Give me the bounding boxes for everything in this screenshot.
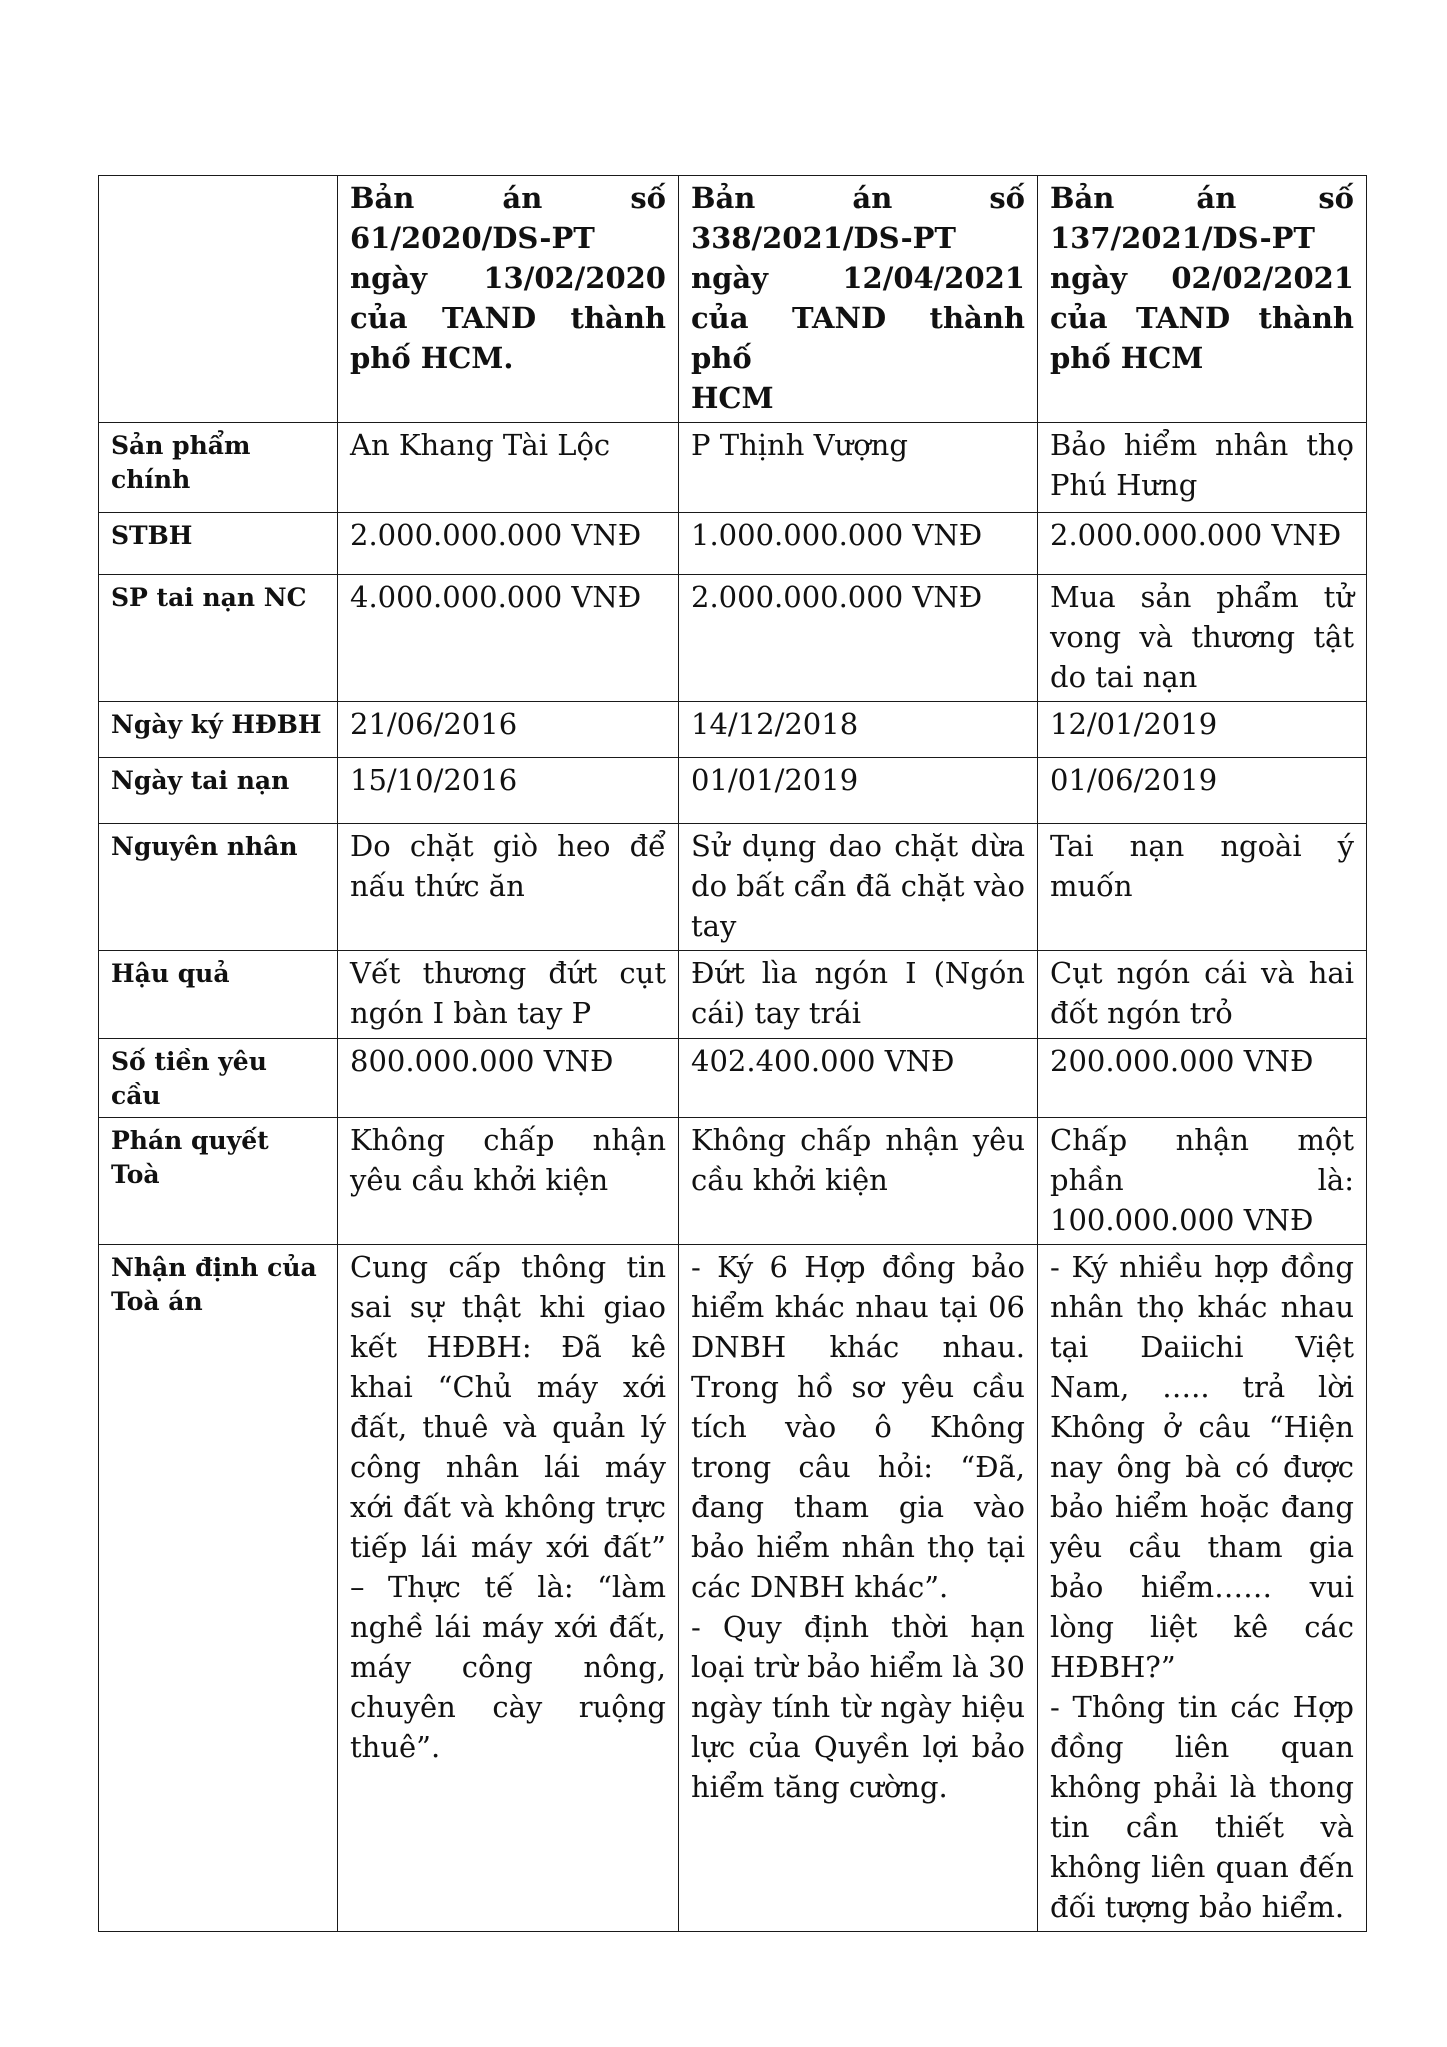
cell-so-tien-2: 402.400.000 VNĐ xyxy=(679,1039,1038,1118)
paragraph: - Thông tin các Hợp đồng liên quan không phải là thong tin cần thiết và không liên quan đến đối tượng bảo hiểm. xyxy=(1050,1690,1354,1924)
table-row xyxy=(99,1039,1367,1118)
table-row xyxy=(99,702,1367,758)
cell-hau-qua-3: Cụt ngón cái và hai đốt ngón trỏ xyxy=(1038,951,1367,1039)
table-row xyxy=(99,1118,1367,1245)
cell-stbh-1: 2.000.000.000 VNĐ xyxy=(338,513,679,575)
header-cell-case-3: Bản án số 137/2021/DS-PT ngày 02/02/2021 của TAND thành phố HCM xyxy=(1038,176,1367,423)
table-row xyxy=(99,758,1367,824)
cell-phan-quyet-2: Không chấp nhận yêu cầu khởi kiện xyxy=(679,1118,1038,1245)
table-row xyxy=(99,824,1367,951)
header-row xyxy=(99,176,1367,423)
cell-ngay-ky-2: 14/12/2018 xyxy=(679,702,1038,758)
cell-stbh-2: 1.000.000.000 VNĐ xyxy=(679,513,1038,575)
paragraph: - Quy định thời hạn loại trừ bảo hiểm là 30 ngày tính từ ngày hiệu lực của Quyền lợi bảo hiểm tăng cường. xyxy=(691,1610,1025,1804)
row-label-phan-quyet: Phán quyết Toà xyxy=(99,1118,338,1245)
cell-phan-quyet-1: Không chấp nhận yêu cầu khởi kiện xyxy=(338,1118,679,1245)
cell-hau-qua-2: Đứt lìa ngón I (Ngón cái) tay trái xyxy=(679,951,1038,1039)
row-label-nhan-dinh: Nhận định của Toà án xyxy=(99,1245,338,1932)
cell-nguyen-nhan-3: Tai nạn ngoài ý muốn xyxy=(1038,824,1367,951)
cell-nhan-dinh-1: Cung cấp thông tin sai sự thật khi giao kết HĐBH: Đã kê khai “Chủ máy xới đất, thuê và quản lý công nhân lái máy xới đất và không trực tiếp lái máy xới đất” – Thực tế là: “làm nghề lái máy xới đất, máy công nông, chuyên cày ruộng thuê”. xyxy=(338,1245,679,1932)
table-row xyxy=(99,1245,1367,1932)
header-cell-case-2: Bản án số 338/2021/DS-PT ngày 12/04/2021 của TAND thành phố HCM xyxy=(679,176,1038,423)
row-label-san-pham-chinh: Sản phẩm chính xyxy=(99,423,338,513)
cell-nhan-dinh-3 xyxy=(1038,1245,1367,1932)
paragraph: - Ký 6 Hợp đồng bảo hiểm khác nhau tại 06 DNBH khác nhau. Trong hồ sơ yêu cầu tích vào ô Không trong câu hỏi: “Đã, đang tham gia vào bảo hiểm nhân thọ tại các DNBH khác”. xyxy=(691,1250,1025,1604)
table-row xyxy=(99,575,1367,702)
row-label-stbh: STBH xyxy=(99,513,338,575)
cell-ngay-ky-3: 12/01/2019 xyxy=(1038,702,1367,758)
cell-ngay-tai-nan-3: 01/06/2019 xyxy=(1038,758,1367,824)
cell-ngay-tai-nan-2: 01/01/2019 xyxy=(679,758,1038,824)
table-row xyxy=(99,951,1367,1039)
paragraph: - Ký nhiều hợp đồng nhân thọ khác nhau tại Daiichi Việt Nam, ….. trả lời Không ở câu “Hiện nay ông bà có được bảo hiểm hoặc đang yêu cầu tham gia bảo hiểm…… vui lòng liệt kê các HĐBH?” xyxy=(1050,1250,1354,1684)
row-label-ngay-ky: Ngày ký HĐBH xyxy=(99,702,338,758)
cell-san-pham-chinh-2: P Thịnh Vượng xyxy=(679,423,1038,513)
cell-stbh-3: 2.000.000.000 VNĐ xyxy=(1038,513,1367,575)
table-row xyxy=(99,513,1367,575)
row-label-so-tien: Số tiền yêu cầu xyxy=(99,1039,338,1118)
cell-hau-qua-1: Vết thương đứt cụt ngón I bàn tay P xyxy=(338,951,679,1039)
cell-nguyen-nhan-2: Sử dụng dao chặt dừa do bất cẩn đã chặt vào tay xyxy=(679,824,1038,951)
header-corner-cell xyxy=(99,176,338,423)
header-cell-case-1: Bản án số 61/2020/DS-PT ngày 13/02/2020 của TAND thành phố HCM. xyxy=(338,176,679,423)
table-row xyxy=(99,423,1367,513)
cell-phan-quyet-3: Chấp nhận một phần là: 100.000.000 VNĐ xyxy=(1038,1118,1367,1245)
row-label-hau-qua: Hậu quả xyxy=(99,951,338,1039)
cell-san-pham-chinh-1: An Khang Tài Lộc xyxy=(338,423,679,513)
comparison-table xyxy=(98,175,1367,1932)
cell-sp-tai-nan-3: Mua sản phẩm tử vong và thương tật do tai nạn xyxy=(1038,575,1367,702)
cell-sp-tai-nan-1: 4.000.000.000 VNĐ xyxy=(338,575,679,702)
row-label-sp-tai-nan: SP tai nạn NC xyxy=(99,575,338,702)
row-label-ngay-tai-nan: Ngày tai nạn xyxy=(99,758,338,824)
cell-sp-tai-nan-2: 2.000.000.000 VNĐ xyxy=(679,575,1038,702)
cell-ngay-tai-nan-1: 15/10/2016 xyxy=(338,758,679,824)
cell-so-tien-3: 200.000.000 VNĐ xyxy=(1038,1039,1367,1118)
cell-nhan-dinh-2 xyxy=(679,1245,1038,1932)
cell-so-tien-1: 800.000.000 VNĐ xyxy=(338,1039,679,1118)
cell-san-pham-chinh-3: Bảo hiểm nhân thọ Phú Hưng xyxy=(1038,423,1367,513)
cell-ngay-ky-1: 21/06/2016 xyxy=(338,702,679,758)
row-label-nguyen-nhan: Nguyên nhân xyxy=(99,824,338,951)
cell-nguyen-nhan-1: Do chặt giò heo để nấu thức ăn xyxy=(338,824,679,951)
